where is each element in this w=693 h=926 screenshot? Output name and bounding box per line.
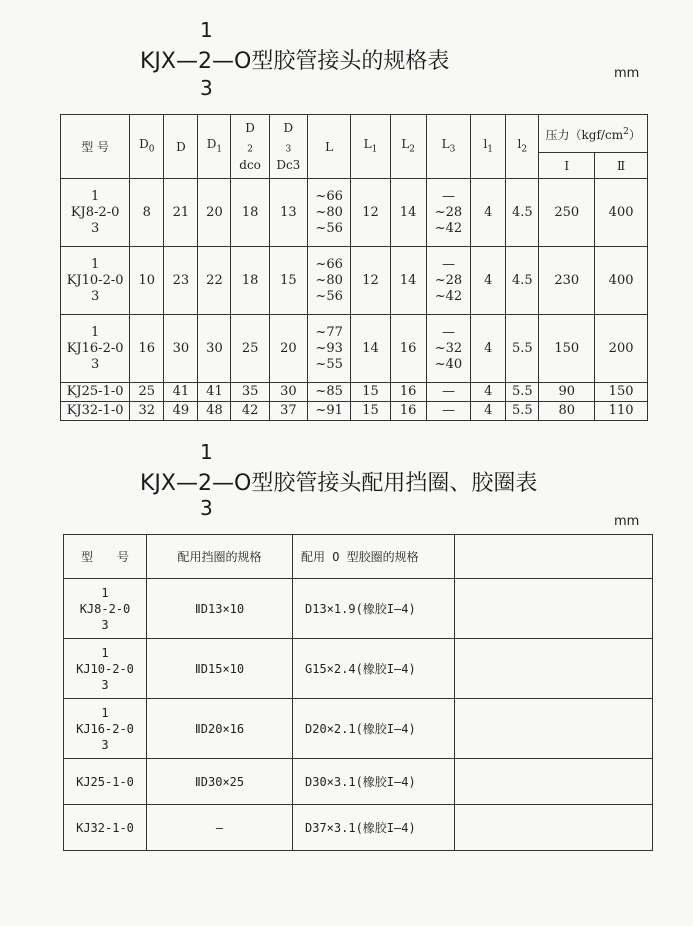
cell-i1: 4	[471, 179, 506, 247]
header-d3: D $_3$ Dc3	[269, 115, 307, 179]
cell-i1: 4	[471, 315, 506, 383]
cell-d3: 20	[269, 315, 307, 383]
cell-d3: 15	[269, 247, 307, 315]
cell-d0: 10	[130, 247, 164, 315]
cell-type: 1 KJ8-2-0 3	[61, 179, 130, 247]
cell-d3: 13	[269, 179, 307, 247]
cell-d: 23	[164, 247, 198, 315]
cell-l: ~85	[307, 383, 350, 402]
cell-l: ~91	[307, 402, 350, 421]
cell-blank	[455, 699, 653, 759]
cell-l2: 14	[390, 179, 426, 247]
header-l1: $L_1$	[351, 115, 390, 179]
cell-blank	[455, 805, 653, 851]
cell-l: ~77 ~93 ~55	[307, 315, 350, 383]
title-1-suffix: —O型胶管接头的规格表	[212, 49, 450, 74]
cell-l1: 15	[351, 402, 390, 421]
header-row-1	[61, 115, 648, 153]
cell-ring: —	[147, 805, 293, 851]
table-row	[61, 247, 648, 315]
cell-i1: 4	[471, 247, 506, 315]
cell-l2: 16	[390, 402, 426, 421]
cell-d2: 18	[231, 247, 269, 315]
table-row	[61, 179, 648, 247]
cell-pressure-2: 400	[595, 247, 648, 315]
title-1-mid: 2	[198, 49, 212, 74]
cell-oring: D30×3.1(橡胶I—4)	[293, 759, 455, 805]
cell-d0: 16	[130, 315, 164, 383]
header-pressure-1: I	[539, 153, 595, 179]
cell-d0: 25	[130, 383, 164, 402]
cell-i1: 4	[471, 402, 506, 421]
cell-ring: ⅡD15×10	[147, 639, 293, 699]
table-row	[61, 383, 648, 402]
cell-oring: D37×3.1(橡胶I—4)	[293, 805, 455, 851]
cell-d: 41	[164, 383, 198, 402]
header-d: D	[164, 115, 198, 179]
title-1-main	[140, 44, 449, 75]
cell-pressure-1: 250	[539, 179, 595, 247]
table-row	[64, 759, 653, 805]
cell-oring: D13×1.9(橡胶I—4)	[293, 579, 455, 639]
title-2-prefix: KJX—	[140, 471, 198, 496]
title-2-suffix: —O型胶管接头配用挡圈、胶圈表	[212, 471, 538, 496]
cell-pressure-2: 150	[595, 383, 648, 402]
cell-type: 1 KJ16-2-0 3	[61, 315, 130, 383]
header-d0: $D_0$	[130, 115, 164, 179]
title-2-numerator: 1	[200, 440, 213, 464]
table-row	[64, 699, 653, 759]
cell-ring: ⅡD20×16	[147, 699, 293, 759]
cell-d2: 35	[231, 383, 269, 402]
ring-table	[63, 534, 653, 851]
header-d1: $D_1$	[198, 115, 231, 179]
cell-d3: 37	[269, 402, 307, 421]
cell-l: ~66 ~80 ~56	[307, 247, 350, 315]
cell-i2: 4.5	[506, 179, 539, 247]
cell-d1: 30	[198, 315, 231, 383]
cell-d1: 41	[198, 383, 231, 402]
cell-l3: —	[426, 383, 470, 402]
unit-1: mm	[614, 66, 640, 81]
cell-d2: 42	[231, 402, 269, 421]
cell-oring: G15×2.4(橡胶I—4)	[293, 639, 455, 699]
cell-ring: ⅡD30×25	[147, 759, 293, 805]
cell-type: 1 KJ16-2-0 3	[64, 699, 147, 759]
cell-type: 1 KJ8-2-0 3	[64, 579, 147, 639]
cell-type: 1 KJ10-2-0 3	[61, 247, 130, 315]
cell-type: KJ25-1-0	[64, 759, 147, 805]
cell-pressure-1: 230	[539, 247, 595, 315]
cell-l: ~66 ~80 ~56	[307, 179, 350, 247]
header-pressure-2: Ⅱ	[595, 153, 648, 179]
table-row	[64, 639, 653, 699]
header-oring: 配用 O 型胶圈的规格	[293, 535, 455, 579]
header-type: 型 号	[61, 115, 130, 179]
header-blank	[455, 535, 653, 579]
cell-d1: 22	[198, 247, 231, 315]
cell-type: 1 KJ10-2-0 3	[64, 639, 147, 699]
cell-i2: 5.5	[506, 402, 539, 421]
header-pressure: 压力$(kgf/cm^2)$	[539, 115, 648, 153]
cell-pressure-2: 400	[595, 179, 648, 247]
cell-l2: 14	[390, 247, 426, 315]
title-2-main	[140, 466, 537, 497]
unit-2: mm	[614, 514, 640, 529]
cell-d2: 25	[231, 315, 269, 383]
cell-l3: — ~28 ~42	[426, 247, 470, 315]
cell-i2: 4.5	[506, 247, 539, 315]
spec-table	[60, 114, 648, 421]
cell-pressure-2: 110	[595, 402, 648, 421]
cell-d0: 8	[130, 179, 164, 247]
cell-i1: 4	[471, 383, 506, 402]
cell-blank	[455, 639, 653, 699]
header-row	[64, 535, 653, 579]
cell-l1: 14	[351, 315, 390, 383]
table-row	[61, 402, 648, 421]
cell-l1: 15	[351, 383, 390, 402]
cell-l3: — ~32 ~40	[426, 315, 470, 383]
cell-d3: 30	[269, 383, 307, 402]
cell-l1: 12	[351, 179, 390, 247]
cell-l3: —	[426, 402, 470, 421]
cell-blank	[455, 579, 653, 639]
cell-d1: 48	[198, 402, 231, 421]
cell-d: 49	[164, 402, 198, 421]
cell-pressure-1: 150	[539, 315, 595, 383]
table-row	[64, 805, 653, 851]
cell-ring: ⅡD13×10	[147, 579, 293, 639]
cell-d: 30	[164, 315, 198, 383]
header-ring: 配用挡圈的规格	[147, 535, 293, 579]
cell-l3: — ~28 ~42	[426, 179, 470, 247]
title-1-numerator: 1	[200, 18, 213, 42]
header-i1: $l_1$	[471, 115, 506, 179]
cell-d2: 18	[231, 179, 269, 247]
header-l3: $L_3$	[426, 115, 470, 179]
cell-l2: 16	[390, 315, 426, 383]
table-row	[64, 579, 653, 639]
cell-type: KJ32-1-0	[61, 402, 130, 421]
header-i2: $l_2$	[506, 115, 539, 179]
cell-pressure-2: 200	[595, 315, 648, 383]
table-row	[61, 315, 648, 383]
title-1-prefix: KJX—	[140, 49, 198, 74]
cell-l2: 16	[390, 383, 426, 402]
cell-pressure-1: 80	[539, 402, 595, 421]
header-type: 型 号	[64, 535, 147, 579]
cell-d: 21	[164, 179, 198, 247]
cell-blank	[455, 759, 653, 805]
header-l2: $L_2$	[390, 115, 426, 179]
cell-type: KJ25-1-0	[61, 383, 130, 402]
cell-type: KJ32-1-0	[64, 805, 147, 851]
cell-pressure-1: 90	[539, 383, 595, 402]
cell-d1: 20	[198, 179, 231, 247]
title-2-denominator: 3	[200, 496, 213, 520]
cell-l1: 12	[351, 247, 390, 315]
cell-d0: 32	[130, 402, 164, 421]
cell-i2: 5.5	[506, 315, 539, 383]
title-1-denominator: 3	[200, 76, 213, 100]
title-2-mid: 2	[198, 471, 212, 496]
cell-i2: 5.5	[506, 383, 539, 402]
header-l: L	[307, 115, 350, 179]
cell-oring: D20×2.1(橡胶I—4)	[293, 699, 455, 759]
header-d2: D $_2$ dco	[231, 115, 269, 179]
